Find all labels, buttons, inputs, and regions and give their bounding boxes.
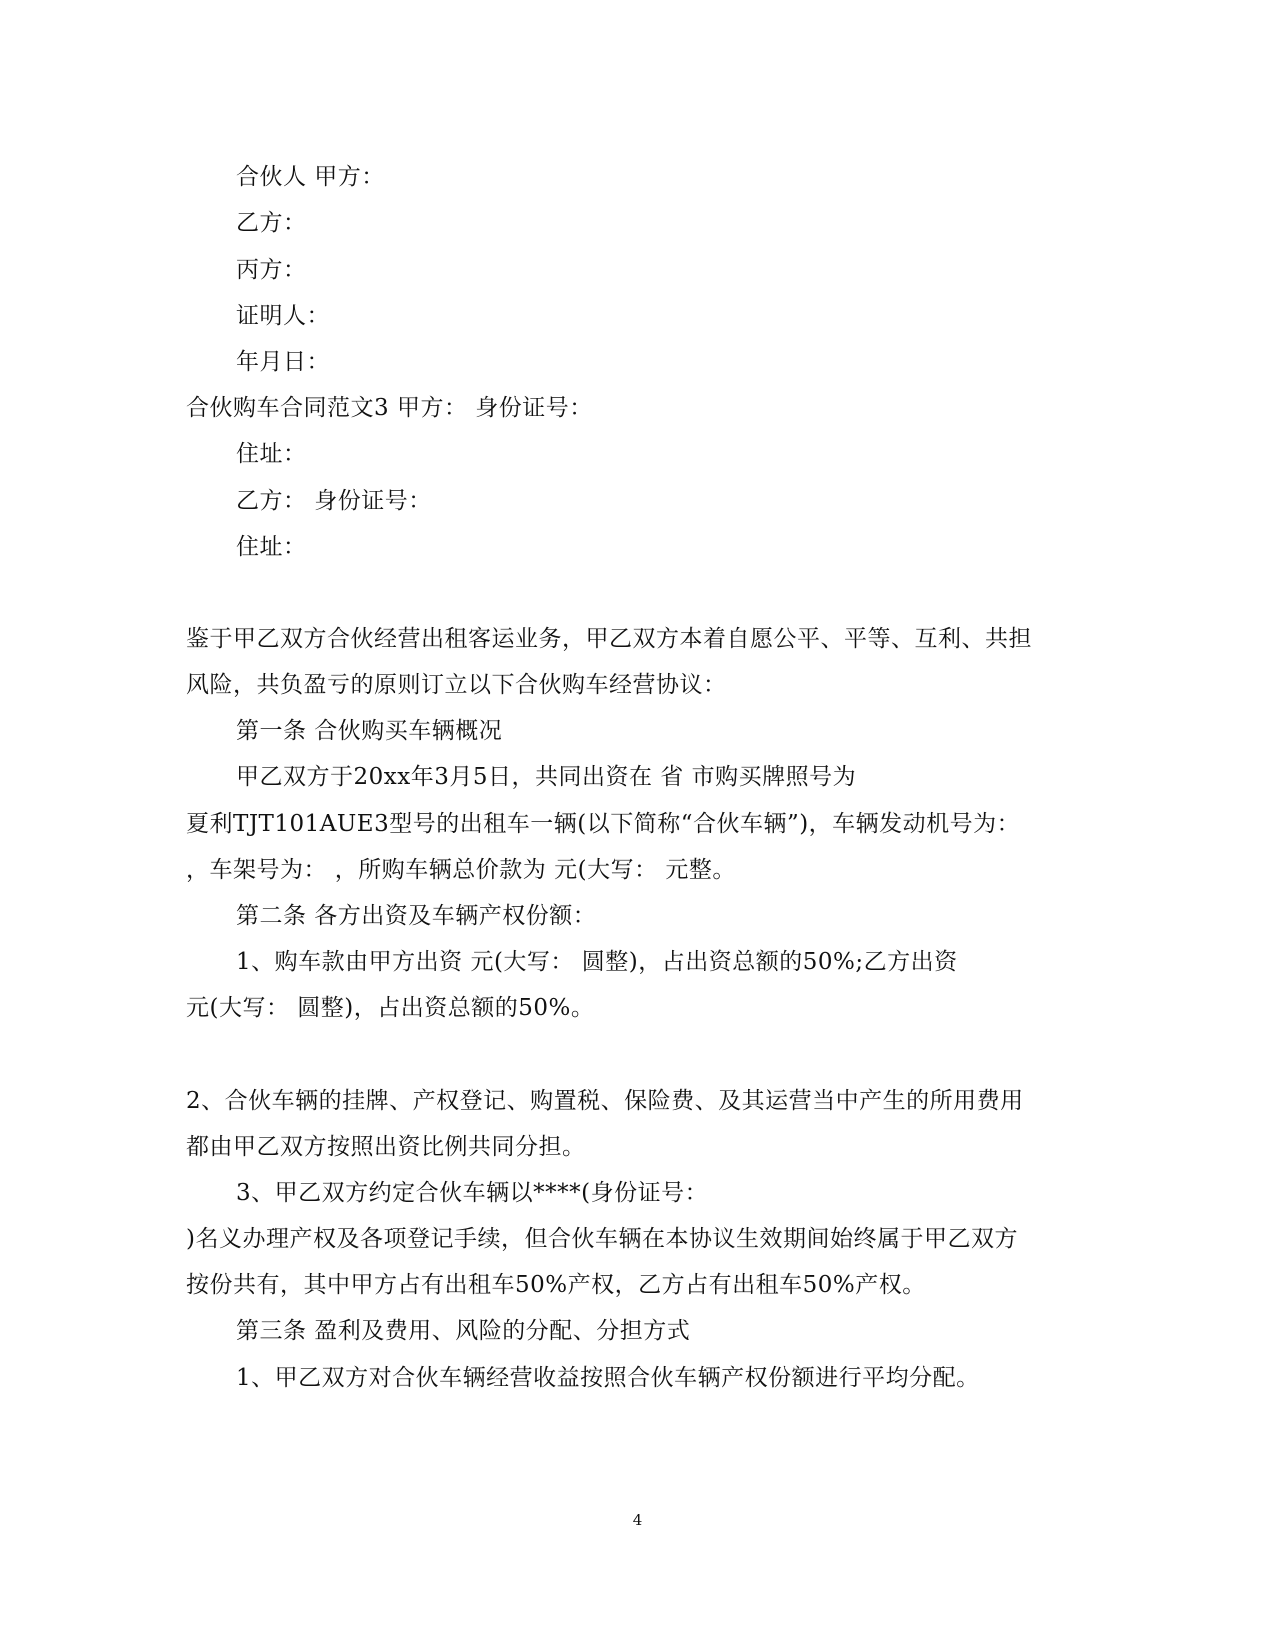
article-2-clause-3-line-3: 按份共有，其中甲方占有出租车50%产权，乙方占有出租车50%产权。 <box>186 1272 926 1298</box>
preamble-line-2: 风险，共负盈亏的原则订立以下合伙购车经营协议： <box>186 672 727 698</box>
party-c-line: 丙方： <box>236 257 307 283</box>
partner-party-a-line: 合伙人 甲方： <box>236 164 385 190</box>
party-b-id-line: 乙方： 身份证号： <box>236 488 432 514</box>
page-number: 4 <box>632 1511 643 1529</box>
article-1-text-2: 夏利TJT101AUE3型号的出租车一辆(以下简称“合伙车辆”)，车辆发动机号为： <box>186 811 1021 837</box>
address-line-a: 住址： <box>236 441 307 467</box>
party-b-line: 乙方： <box>236 210 307 236</box>
article-2-clause-1-line-1: 1、购车款由甲方出资 元(大写： 圆整)，占出资总额的50%;乙方出资 <box>236 949 958 975</box>
article-2-clause-2-line-1: 2、合伙车辆的挂牌、产权登记、购置税、保险费、及其运营当中产生的所用费用 <box>186 1088 1024 1114</box>
article-1-text-1: 甲乙双方于20xx年3月5日，共同出资在 省 市购买牌照号为 <box>236 764 857 790</box>
article-2-clause-3-line-2: )名义办理产权及各项登记手续，但合伙车辆在本协议生效期间始终属于甲乙双方 <box>186 1226 1018 1252</box>
contract-template-heading: 合伙购车合同范文3 甲方： 身份证号： <box>186 395 593 421</box>
article-2-clause-3-line-1: 3、甲乙双方约定合伙车辆以****(身份证号： <box>236 1180 709 1206</box>
article-1-heading: 第一条 合伙购买车辆概况 <box>236 718 503 744</box>
date-line: 年月日： <box>236 349 330 375</box>
article-3-clause-1: 1、甲乙双方对合伙车辆经营收益按照合伙车辆产权份额进行平均分配。 <box>236 1365 980 1391</box>
article-3-heading: 第三条 盈利及费用、风险的分配、分担方式 <box>236 1318 691 1344</box>
article-1-text-3: ，车架号为： ，所购车辆总价款为 元(大写： 元整。 <box>186 857 736 883</box>
address-line-b: 住址： <box>236 534 307 560</box>
preamble-line-1: 鉴于甲乙双方合伙经营出租客运业务，甲乙双方本着自愿公平、平等、互利、共担 <box>186 626 1032 652</box>
article-2-clause-2-line-2: 都由甲乙双方按照出资比例共同分担。 <box>186 1134 586 1160</box>
article-2-heading: 第二条 各方出资及车辆产权份额： <box>236 903 597 929</box>
article-2-clause-1-line-2: 元(大写： 圆整)，占出资总额的50%。 <box>186 995 595 1021</box>
witness-line: 证明人： <box>236 303 330 329</box>
